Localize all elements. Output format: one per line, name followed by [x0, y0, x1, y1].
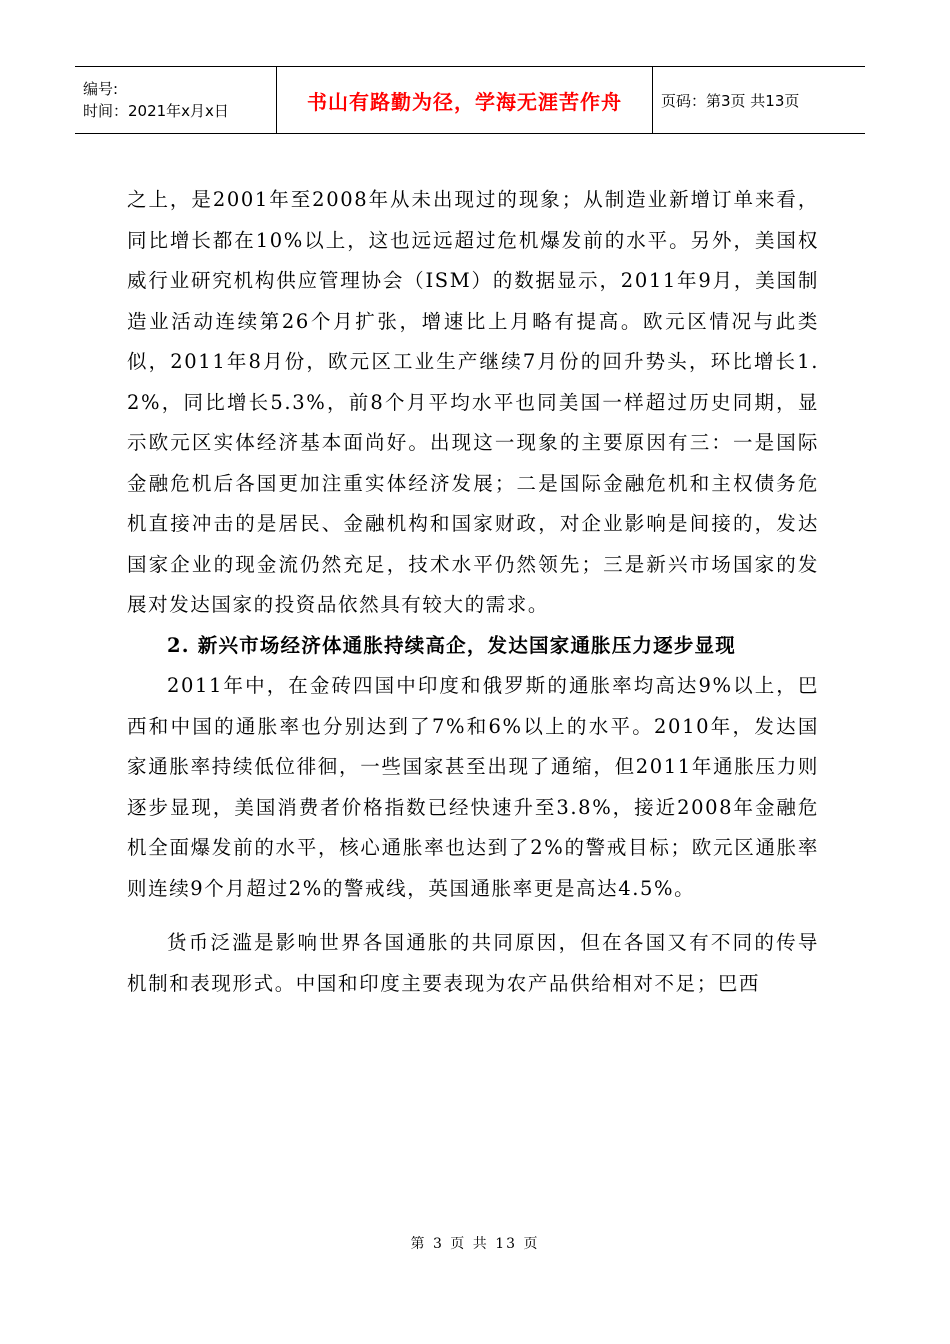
header-page-info: 页码：第3页 共13页: [661, 91, 800, 110]
page-header: [75, 66, 865, 134]
time-label: 时间：2021年x月x日: [83, 102, 229, 120]
document-body: [127, 180, 819, 1004]
paragraph-1: 之上，是2001年至2008年从未出现过的现象；从制造业新增订单来看，同比增长都在10%以上，这也远远超过危机爆发前的水平。另外，美国权威行业研究机构供应管理协会（ISM）的数据显示，2011年9月，美国制造业活动连续第26个月扩张，增速比上月略有提高。欧元区情况与此类似，2011年8月份，欧元区工业生产继续7月份的回升势头，环比增长1.2%，同比增长5.3%，前8个月平均水平也同美国一样超过历史同期，显示欧元区实体经济基本面尚好。出现这一现象的主要原因有三：一是国际金融危机后各国更加注重实体经济发展；二是国际金融危机和主权债务危机直接冲击的是居民、金融机构和国家财政，对企业影响是间接的，发达国家企业的现金流仍然充足，技术水平仍然领先；三是新兴市场国家的发展对发达国家的投资品依然具有较大的需求。: [127, 188, 819, 616]
page-footer: 第 3 页 共 13 页: [410, 1236, 540, 1252]
paragraph-3: 货币泛滥是影响世界各国通胀的共同原因，但在各国又有不同的传导机制和表现形式。中国和印度主要表现为农产品供给相对不足；巴西: [127, 931, 819, 995]
section-heading-2: 2. 新兴市场经济体通胀持续高企，发达国家通胀压力逐步显现: [167, 633, 736, 657]
header-meta: [75, 67, 277, 133]
header-motto: 书山有路勤为径，学海无涯苦作舟: [277, 67, 653, 133]
number-label: 编号:: [83, 80, 119, 98]
paragraph-2: 2011年中，在金砖四国中印度和俄罗斯的通胀率均高达9%以上，巴西和中国的通胀率也分别达到了7%和6%以上的水平。2010年，发达国家通胀率持续低位徘徊，一些国家甚至出现了通缩，但2011年通胀压力则逐步显现，美国消费者价格指数已经快速升至3.8%，接近2008年金融危机全面爆发前的水平，核心通胀率也达到了2%的警戒目标；欧元区通胀率则连续9个月超过2%的警戒线，英国通胀率更是高达4.5%。: [127, 674, 819, 900]
